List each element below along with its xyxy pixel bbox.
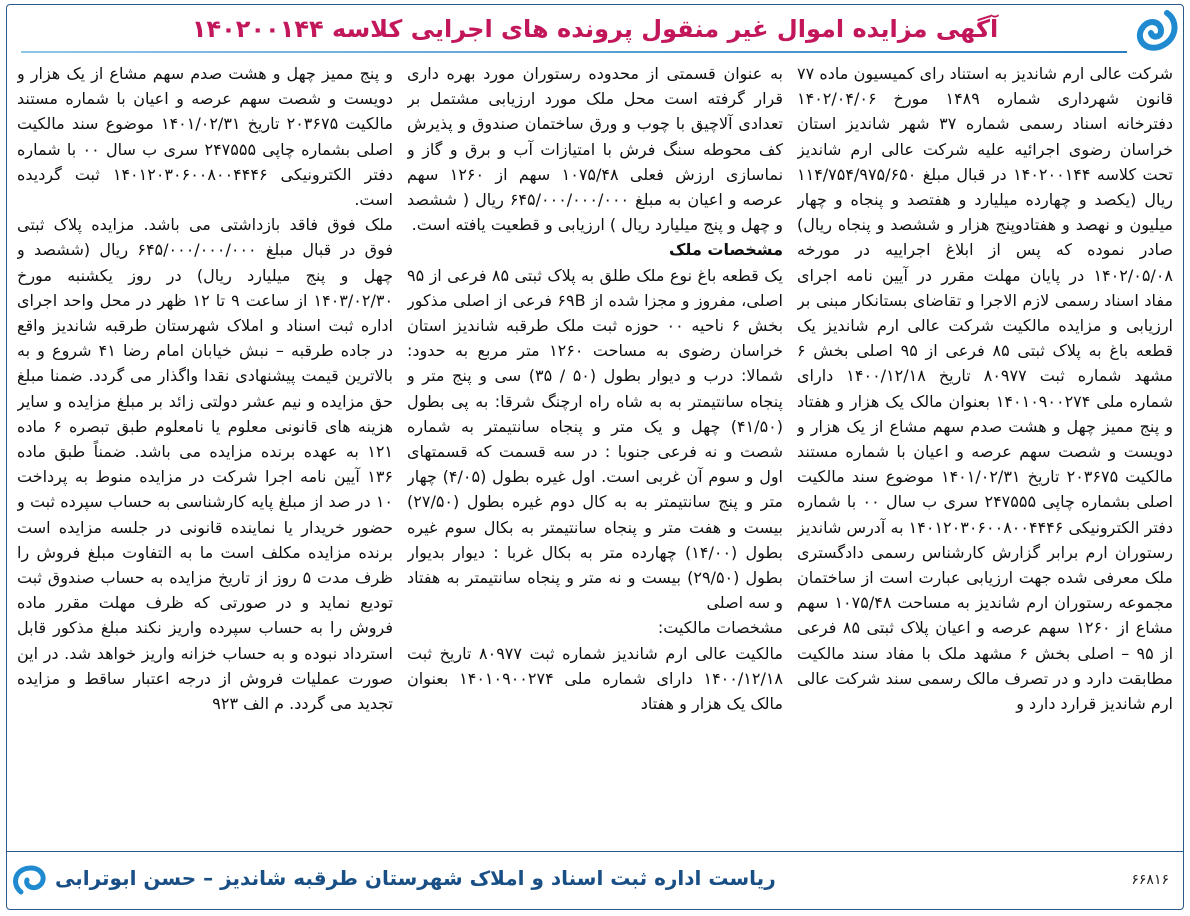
notice-body — [17, 61, 1173, 851]
notice-title: آگهی مزایده اموال غیر منقول پرونده های اجرایی کلاسه ۱۴۰۲۰۰۱۴۴ — [191, 15, 999, 43]
paragraph: شرکت عالی ارم شاندیز به استناد رای کمیسیون ماده ۷۷ قانون شهرداری شماره ۱۴۸۹ مورخ ۱۴۰۲/۰۴/۰۶ دفترخانه اسناد رسمی شماره ۳۷ شهر شاندیز استان خراسان رضوی اجرائیه علیه شرکت عالی ارم شاندیز تحت کلاسه ۱۴۰۲۰۰۱۴۴ در قبال مبلغ ۱۱۴/۷۵۴/۹۷۵/۶۵۰ ریال (یکصد و چهارده میلیارد و هفتصد و پنجاه و چهار میلیون و نهصد و هفتادوپنج هزار و ششصد و پنجاه ریال) صادر نموده که پس از ابلاغ اجراییه در مورخه ۱۴۰۲/۰۵/۰۸ در پایان مهلت مقرر در آیین نامه اجرای مفاد اسناد رسمی لازم الاجرا و تقاضای بستانکار مبنی بر ارزیابی و مزایده مالکیت شرکت عالی ارم شاندیز یک قطعه باغ به پلاک ثبتی ۸۵ فرعی از ۹۵ اصلی بخش ۶ مشهد شماره ثبت ۸۰۹۷۷ تاریخ ۱۴۰۰/۱۲/۱۸ دارای شماره ملی ۱۴۰۱۰۹۰۰۲۷۴ بعنوان مالک یک هزار و هفتاد و پنج ممیز چهل و هشت صدم سهم مشاع از یک هزار و دویست و شصت سهم عرصه و اعیان با شماره مستند مالکیت ۲۰۳۶۷۵ تاریخ ۱۴۰۱/۰۲/۳۱ موضوع سند مالکیت اصلی بشماره چاپی ۲۴۷۵۵۵ سری ب سال ۰۰ با شماره دفتر الکترونیکی ۱۴۰۱۲۰۳۰۶۰۰۸۰۰۴۴۴۶ به آدرس شاندیز رستوران ارم برابر گزارش کارشناس رسمی دادگستری ملک معرفی شده جهت ارزیابی عبارت است از ساختمان مجموعه رستوران ارم شاندیز به مساحت ۱۰۷۵/۴۸ سهم مشاع از ۱۲۶۰ سهم عرصه و اعیان پلاک ثبتی ۸۵ فرعی از ۹۵ – اصلی بخش ۶ مشهد ملک با مفاد سند مالکیت مطابقت دارد و در تصرف مالک رسمی سند شرکت عالی ارم شاندیز قرارد دارد و — [797, 64, 1173, 714]
swirl-logo-icon — [1133, 7, 1179, 53]
text-column-left — [17, 61, 393, 851]
text-column-right — [797, 61, 1173, 851]
notice-code: ۶۶۸۱۶ — [1131, 872, 1169, 888]
title-bar — [7, 5, 1183, 53]
text-column-middle — [407, 61, 783, 851]
title-divider — [21, 51, 1127, 53]
section-heading-property: مشخصات ملک — [669, 240, 783, 260]
paragraph: یک قطعه باغ نوع ملک طلق به پلاک ثبتی ۸۵ فرعی از ۹۵ اصلی، مفروز و مجزا شده از ۶۹B فرعی از اصلی مذکور بخش ۶ ناحیه ۰۰ حوزه ثبت ملک طرقبه شاندیز استان خراسان رضوی به مساحت ۱۲۶۰ متر مربع به حدود: شمالا: درب و دیوار بطول (۵۰ / ۳۵) سی و پنج متر و پنجاه سانتیمتر به به شاه راه ارچنگ شرقا: به پی بطول (۴۱/۵۰) چهل و یک متر و پنجاه سانتیمتر به شماره شصت و نه فرعی جنوبا : در سه قسمت که قسمتهای اول و سوم آن غربی است. اول غیره بطول (۴/۰۵) چهار متر و پنج سانتیمتر به به کال دوم غیره بطول (۲۷/۵۰) بیست و هفت متر و پنجاه سانتیمتر به بکال سوم غیره بطول (۱۴/۰۰) چهارده متر به بکال غربا : دیوار بدیوار بطول (۲۹/۵۰) بیست و نه متر و پنجاه سانتیمتر به هفتاد و سه اصلی — [407, 265, 783, 613]
paragraph: مالکیت عالی ارم شاندیز شماره ثبت ۸۰۹۷۷ تاریخ ثبت ۱۴۰۰/۱۲/۱۸ دارای شماره ملی ۱۴۰۱۰۹۰۰۲۷۴ بعنوان مالک یک هزار و هفتاد — [407, 643, 783, 714]
notice-frame — [6, 4, 1184, 910]
signature-line: ریاست اداره ثبت اسناد و املاک شهرستان طرقبه شاندیز – حسن ابوترابی — [55, 866, 776, 890]
paragraph: و پنج ممیز چهل و هشت صدم سهم مشاع از یک هزار و دویست و شصت سهم عرصه و اعیان با شماره مستند مالکیت ۲۰۳۶۷۵ تاریخ ۱۴۰۱/۰۲/۳۱ موضوع سند مالکیت اصلی بشماره چاپی ۲۴۷۵۵۵ سری ب سال ۰۰ با شماره دفتر الکترونیکی ۱۴۰۱۲۰۳۰۶۰۰۸۰۰۴۴۴۶ ثبت گردیده است. — [17, 64, 393, 210]
section-heading-ownership: مشخصات مالکیت: — [657, 618, 783, 638]
notice-footer — [7, 851, 1183, 909]
paragraph: به عنوان قسمتی از محدوده رستوران مورد بهره داری قرار گرفته است محل ملک مورد ارزیابی مشتمل بر تعدادی آلاچیق با چوب و ورق ساختمان صندوق و پذیرش کف محوطه سنگ فرش با امتیازات آب و برق و گاز و نماسازی ارزش فعلی ۱۰۷۵/۴۸ سهم از ۱۲۶۰ سهم عرصه و اعیان به مبلغ ۶۴۵/۰۰۰/۰۰۰/۰۰۰ ریال ( ششصد و چهل و پنج میلیارد ریال ) ارزیابی و قطعیت یافته است. — [407, 64, 783, 235]
paragraph: ملک فوق فاقد بازداشتی می باشد. مزایده پلاک ثبتی فوق در قبال مبلغ ۶۴۵/۰۰۰/۰۰۰/۰۰۰ ریال (ششصد و چهل و پنج میلیارد ریال) در روز یکشنبه مورخ ۱۴۰۳/۰۲/۳۰ از ساعت ۹ تا ۱۲ ظهر در محل واحد اجرای اداره ثبت اسناد و املاک شهرستان طرقبه شاندیز واقع در جاده طرقبه – نبش خیابان امام رضا ۴۱ شروع و به بالاترین قیمت پیشنهادی نقدا واگذار می گردد. ضمنا مبلغ حق مزایده و نیم عشر دولتی زائد بر مبلغ مزایده و سایر هزینه های قانونی معلوم یا نامعلوم طبق تبصره ۶ ماده ۱۲۱ به عهده برنده مزایده می باشد. ضمناً طبق ماده ۱۳۶ آیین نامه اجرا شرکت در مزایده منوط به پرداخت ۱۰ در صد از مبلغ پایه کارشناسی به حساب سپرده ثبت و حضور خریدار یا نماینده قانونی در جلسه مزایده است برنده مزایده مکلف است ما به التفاوت مبلغ فروش را ظرف مدت ۵ روز از تاریخ مزایده به حساب صندوق ثبت تودیع نماید و در صورتی که ظرف مهلت مقرر ماده فروش را به حساب سپرده واریز نکند مبلغ مذکور قابل استرداد نبوده و به حساب خزانه واریز خواهد شد. در این صورت عملیات فروش از درجه اعتبار ساقط و مزایده تجدید می گردد. م الف ۹۲۳ — [17, 215, 393, 714]
swirl-logo-icon — [13, 864, 49, 898]
